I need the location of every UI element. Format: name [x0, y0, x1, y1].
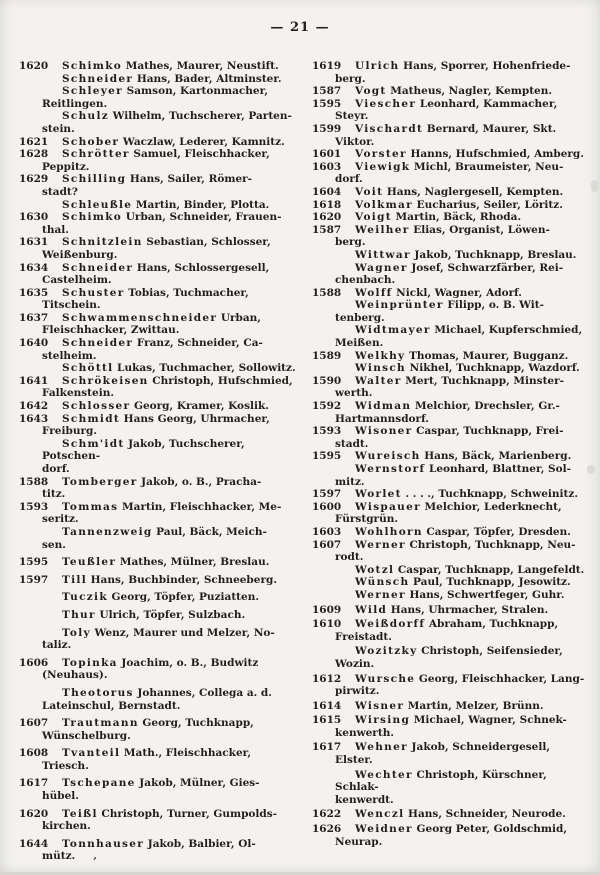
register-entry: [311, 501, 591, 526]
entry-surname: Schnitzlein: [62, 236, 143, 249]
entry-text: Werner Hans, Schwertfeger, Guhr.: [355, 588, 565, 601]
register-entry: [18, 375, 298, 400]
entry-text: Winsch Nikhel, Tuchknapp, Wazdorf.: [355, 362, 580, 375]
register-entry: [18, 574, 298, 587]
register-entry: [311, 576, 591, 589]
entry-year: 1590: [312, 374, 342, 387]
entry-surname: Voit: [355, 185, 384, 198]
register-entry: [311, 299, 591, 324]
entry-year: 1607: [312, 538, 342, 551]
register-entry: [311, 604, 591, 617]
entry-text: Vischardt Bernard, Maurer, Skt. Viktor.: [335, 122, 557, 148]
entry-year: 1588: [19, 475, 49, 488]
entry-surname: Wolff: [355, 286, 393, 299]
entry-text: Wotzl Caspar, Tuchknapp, Langefeldt.: [355, 563, 585, 576]
entry-surname: Schöttl: [62, 362, 114, 375]
entry-text: Wohlhorn Caspar, Töpfer, Dresden.: [355, 525, 571, 538]
entry-surname: Schuster: [62, 286, 125, 299]
register-entry: [18, 337, 298, 362]
entry-text: Volkmar Eucharius, Seiler, Löritz.: [355, 198, 563, 211]
register-entry: [18, 808, 298, 833]
entry-surname: Tannenzweig: [62, 525, 153, 538]
entry-surname: Ulrich: [355, 60, 400, 72]
scan-artifact-mark: ’: [93, 855, 97, 868]
entry-text: Wittwar Jakob, Tuchknapp, Breslau.: [355, 248, 577, 261]
entry-surname: Wehner: [355, 741, 408, 754]
register-entry: [311, 85, 591, 98]
entry-surname: Till: [62, 573, 87, 586]
register-entry: [311, 211, 591, 224]
entry-surname: Wotzl: [355, 563, 395, 576]
entry-year: 1628: [19, 148, 49, 161]
entry-year: 1619: [312, 60, 342, 72]
entry-text: Weinprünter Filipp, o. B. Wit- tenberg.: [335, 299, 544, 324]
entry-year: 1612: [312, 672, 342, 685]
entry-surname: Wursche: [355, 672, 416, 685]
entry-year: 1642: [19, 400, 49, 413]
entry-text: Widtmayer Michael, Kupferschmied, Meißen.: [335, 324, 583, 350]
entry-year: 1587: [312, 223, 342, 236]
entry-text: Schlosser Georg, Kramer, Koslik.: [62, 400, 269, 413]
entry-surname: Winsch: [355, 362, 406, 375]
entry-year: 1614: [312, 699, 342, 712]
column-right: [311, 60, 591, 863]
register-entry: [311, 714, 591, 739]
entry-year: 1640: [19, 337, 49, 350]
entry-text: Schneider Franz, Schneider, Ca- stelheim.: [42, 337, 263, 362]
entry-text: Toly Wenz, Maurer und Melzer, No- taliz.: [42, 626, 275, 652]
register-entry: [18, 400, 298, 413]
entry-text: Schimko Mathes, Maurer, Neustift.: [62, 60, 279, 72]
entry-text: Wolff Nickl, Wagner, Adorf.: [355, 286, 522, 299]
entry-surname: Weilher: [355, 223, 410, 236]
page-number: — 21 —: [270, 20, 330, 35]
entry-text: Voit Hans, Naglergesell, Kempten.: [355, 185, 564, 198]
register-entry: [311, 769, 591, 807]
entry-year: 1592: [312, 400, 342, 413]
entry-year: 1610: [312, 618, 342, 631]
register-entry: [18, 110, 298, 135]
entry-surname: Wureisch: [355, 450, 421, 463]
entry-surname: Thur: [62, 608, 96, 621]
entry-surname: Werner: [355, 538, 406, 551]
register-entry: [311, 673, 591, 698]
register-entry: [18, 236, 298, 261]
register-columns: [18, 60, 591, 863]
entry-text: Weidner Georg Peter, Goldschmid, Neurap.: [335, 823, 567, 848]
entry-text: Wernstorf Leonhard, Blattner, Sol- mitz.: [335, 463, 571, 488]
entry-year: 1629: [19, 173, 49, 186]
entry-text: Schleyer Samson, Kartonmacher, Reitlingen.: [42, 85, 269, 110]
entry-surname: Welkhy: [355, 349, 406, 362]
entry-text: Wünsch Paul, Tuchknapp, Jesowitz.: [355, 576, 571, 589]
entry-year: 1597: [312, 488, 342, 501]
register-entry: [311, 463, 591, 488]
entry-text: Wagner Josef, Schwarzfärber, Rei- chenbach.: [335, 261, 564, 287]
entry-year: 1618: [312, 198, 342, 211]
register-entry: [311, 645, 591, 670]
register-entry: [18, 591, 298, 604]
entry-surname: Wagner: [355, 261, 408, 274]
entry-surname: Topinka: [62, 656, 118, 669]
register-entry: [311, 741, 591, 766]
entry-surname: Theotorus: [62, 686, 134, 699]
entry-text: Welkhy Thomas, Maurer, Bugganz.: [355, 349, 569, 362]
entry-surname: Schleußle: [62, 198, 133, 211]
register-entry: [18, 476, 298, 501]
entry-text: Tschepane Jakob, Mülner, Gies- hübel.: [42, 777, 260, 803]
register-entry: [311, 564, 591, 577]
entry-surname: Schleyer: [62, 85, 123, 98]
entry-text: Schwammenschneider Urban, Fleischhacker, Zwittau.: [42, 311, 261, 337]
entry-surname: Schlosser: [62, 400, 131, 413]
entry-text: Schulz Wilhelm, Tuchscherer, Parten- stein.: [42, 110, 292, 135]
entry-surname: Teißl: [62, 807, 98, 820]
entry-text: Topinka Joachim, o. B., Budwitz (Neuhaus).: [42, 656, 259, 682]
entry-text: Schober Waczlaw, Lederer, Kamnitz.: [62, 135, 285, 148]
entry-surname: Trautmann: [62, 717, 139, 730]
register-entry: [18, 60, 298, 73]
entry-text: Wisoner Caspar, Tuchknapp, Frei- stadt.: [335, 425, 564, 450]
entry-text: Tuczik Georg, Töpfer, Puziatten.: [62, 591, 259, 604]
entry-surname: Wünsch: [355, 576, 410, 589]
register-entry: [18, 838, 298, 863]
entry-text: Schuster Tobias, Tuchmacher, Titschein.: [42, 286, 249, 312]
entry-surname: Weißdorff: [355, 618, 426, 631]
entry-text: Ulrich Hans, Sporrer, Hohenfriede- berg.: [335, 60, 571, 85]
register-entry: [311, 60, 591, 85]
entry-year: 1626: [312, 823, 342, 836]
register-entry: [311, 425, 591, 450]
register-entry: [311, 324, 591, 349]
entry-surname: Weinprünter: [355, 299, 444, 312]
entry-surname: Tonnhauser: [62, 837, 145, 850]
entry-year: 1631: [19, 236, 49, 249]
register-entry: [311, 450, 591, 463]
entry-text: Schm'idt Jakob, Tuchscherer, Potschen- dorf.: [42, 437, 245, 475]
entry-surname: Teußler: [62, 556, 117, 569]
entry-surname: Widtmayer: [355, 324, 431, 337]
entry-text: Viewigk Michl, Braumeister, Neu- dorf.: [335, 160, 564, 186]
entry-surname: Vischardt: [355, 122, 424, 135]
column-left: [18, 60, 298, 863]
entry-surname: Wispauer: [355, 500, 421, 513]
entry-year: 1603: [312, 160, 342, 173]
register-entry: [311, 98, 591, 123]
entry-surname: Worlet: [355, 488, 402, 501]
register-entry: [18, 777, 298, 802]
entry-year: 1595: [312, 97, 342, 110]
register-entry: [18, 627, 298, 652]
entry-text: Wozitzky Christoph, Seifensieder, Wozin.: [335, 645, 563, 670]
register-entry: [18, 199, 298, 212]
entry-surname: Wernstorf: [355, 463, 426, 475]
entry-text: Theotorus Johannes, Collega a. d. Lateinschul, Bernstadt.: [42, 686, 272, 712]
entry-year: 1644: [19, 837, 49, 850]
entry-year: 1615: [312, 714, 342, 727]
entry-text: Wursche Georg, Fleischhacker, Lang- pirwitz.: [335, 672, 585, 698]
entry-surname: Schimko: [62, 60, 123, 72]
register-entry: [18, 312, 298, 337]
entry-surname: Wechter: [355, 768, 413, 781]
entry-year: 1622: [312, 808, 342, 821]
entry-year: 1593: [19, 500, 49, 513]
entry-surname: Wittwar: [355, 248, 411, 261]
register-entry: [311, 539, 591, 564]
entry-surname: Wohlhorn: [355, 525, 423, 538]
entry-text: Viescher Leonhard, Kammacher, Steyr.: [335, 97, 558, 123]
entry-year: 1609: [312, 603, 342, 616]
register-entry: [18, 687, 298, 712]
entry-text: Werner Christoph, Tuchknapp, Neu- rodt.: [335, 538, 576, 564]
entry-surname: Schrötter: [62, 148, 130, 161]
entry-surname: Schneider: [62, 72, 134, 85]
entry-year: 1630: [19, 211, 49, 224]
entry-surname: Widman: [355, 400, 412, 413]
entry-text: Tonnhauser Jakob, Balbier, Ol- mütz.: [42, 837, 256, 863]
entry-surname: Voigt: [355, 211, 392, 224]
entry-year: 1641: [19, 374, 49, 387]
entry-text: Schrötter Samuel, Fleischhacker, Peppitz.: [42, 148, 270, 173]
entry-year: 1620: [312, 211, 342, 224]
entry-text: Weißdorff Abraham, Tuchknapp, Freistadt.: [335, 618, 559, 643]
entry-text: Walter Mert, Tuchknapp, Minster- werth.: [335, 374, 564, 400]
entry-year: 1606: [19, 656, 49, 669]
register-entry: [18, 85, 298, 110]
entry-surname: Schm'idt: [62, 437, 125, 450]
entry-surname: Vogt: [355, 85, 387, 98]
entry-surname: Viewigk: [355, 160, 411, 173]
entry-surname: Tommas: [62, 500, 119, 513]
entry-year: 1620: [19, 60, 49, 72]
entry-year: 1637: [19, 311, 49, 324]
entry-text: Wechter Christoph, Kürschner, Schlak- kenwerdt.: [335, 768, 547, 806]
register-entry: [18, 287, 298, 312]
register-entry: [18, 747, 298, 772]
entry-surname: Schilling: [62, 173, 127, 186]
register-entry: [18, 609, 298, 622]
register-entry: [18, 136, 298, 149]
entry-surname: Schneider: [62, 261, 134, 274]
entry-surname: Volkmar: [355, 198, 413, 211]
register-entry: [311, 350, 591, 363]
register-entry: [311, 123, 591, 148]
entry-year: 1600: [312, 500, 342, 513]
register-entry: [18, 438, 298, 476]
register-entry: [18, 501, 298, 526]
register-entry: [18, 717, 298, 742]
entry-surname: Schwammenschneider: [62, 311, 218, 324]
entry-surname: Schulz: [62, 110, 109, 123]
register-entry: [311, 249, 591, 262]
scan-artifact-smudge: [587, 465, 595, 474]
register-entry: [311, 618, 591, 643]
entry-text: Tannenzweig Paul, Bäck, Meich- sen.: [42, 525, 267, 551]
entry-text: Vorster Hanns, Hufschmied, Amberg.: [355, 148, 584, 161]
register-entry: [18, 556, 298, 569]
entry-text: Schneider Hans, Bader, Altminster.: [62, 72, 282, 85]
entry-text: Worlet . . . ., Tuchknapp, Schweinitz.: [355, 488, 578, 501]
entry-year: 1607: [19, 717, 49, 730]
entry-text: Wirsing Michael, Wagner, Schnek- kenwerth.: [335, 714, 567, 739]
register-entry: [311, 287, 591, 300]
register-entry: [18, 362, 298, 375]
register-entry: [311, 199, 591, 212]
entry-text: Schrökeisen Christoph, Hufschmied, Falkenstein.: [42, 374, 293, 400]
entry-year: 1620: [19, 807, 49, 820]
entry-text: Wisner Martin, Melzer, Brünn.: [355, 699, 544, 712]
entry-year: 1617: [312, 741, 342, 754]
entry-surname: Schmidt: [62, 412, 121, 425]
register-entry: [311, 362, 591, 375]
entry-year: 1595: [312, 450, 342, 463]
entry-text: Widman Melchior, Drechsler, Gr.- Hartmannsdorf.: [335, 400, 560, 425]
entry-text: Voigt Martin, Bäck, Rhoda.: [355, 211, 522, 224]
entry-surname: Vorster: [355, 148, 407, 161]
register-entry: [18, 526, 298, 551]
entry-surname: Wisner: [355, 699, 405, 712]
entry-year: 1608: [19, 747, 49, 760]
entry-year: 1634: [19, 261, 49, 274]
entry-surname: Wirsing: [355, 714, 411, 727]
entry-surname: Walter: [355, 374, 402, 387]
register-entry: [311, 823, 591, 848]
register-entry: [311, 262, 591, 287]
entry-year: 1604: [312, 185, 342, 198]
entry-surname: Werner: [355, 588, 406, 601]
register-entry: [18, 413, 298, 438]
entry-text: Wehner Jakob, Schneidergesell, Elster.: [335, 741, 550, 767]
entry-surname: Weidner: [355, 823, 413, 836]
entry-text: Schimko Urban, Schneider, Frauen- thal.: [42, 211, 282, 236]
entry-surname: Wozitzky: [355, 645, 418, 658]
entry-text: Teußler Mathes, Mülner, Breslau.: [62, 556, 270, 569]
entry-surname: Schneider: [62, 337, 134, 350]
entry-text: Schilling Hans, Sailer, Römer- stadt?: [42, 173, 253, 198]
entry-text: Wureisch Hans, Bäck, Marienberg.: [355, 450, 572, 463]
entry-text: Wenczl Hans, Schneider, Neurode.: [355, 808, 566, 821]
entry-year: 1603: [312, 525, 342, 538]
entry-text: Trautmann Georg, Tuchknapp, Wünschelburg.: [42, 717, 254, 742]
entry-year: 1617: [19, 777, 49, 790]
register-entry: [311, 589, 591, 602]
entry-surname: Viescher: [355, 97, 417, 110]
entry-year: 1597: [19, 573, 49, 586]
entry-text: Schöttl Lukas, Tuchmacher, Sollowitz.: [62, 362, 296, 375]
register-entry: [311, 375, 591, 400]
entry-year: 1621: [19, 135, 49, 148]
entry-surname: Wenczl: [355, 808, 405, 821]
entry-text: Teißl Christoph, Turner, Gumpolds- kirchen.: [42, 807, 278, 833]
entry-surname: Schimko: [62, 211, 123, 224]
entry-text: Schleußle Martin, Binder, Plotta.: [62, 198, 270, 211]
entry-year: 1601: [312, 148, 342, 161]
register-entry: [311, 488, 591, 501]
entry-text: Tomberger Jakob, o. B., Pracha- titz.: [42, 475, 262, 501]
register-entry: [18, 73, 298, 86]
register-entry: [18, 148, 298, 173]
register-entry: [311, 400, 591, 425]
entry-surname: Toly: [62, 626, 91, 639]
entry-surname: Schrökeisen: [62, 374, 149, 387]
entry-surname: Tomberger: [62, 475, 138, 488]
register-entry: [311, 148, 591, 161]
register-entry: [311, 161, 591, 186]
entry-text: Schnitzlein Sebastian, Schlosser, Weißenburg.: [42, 236, 271, 261]
entry-text: Schneider Hans, Schlossergesell, Castelheim.: [42, 261, 270, 287]
entry-surname: Wild: [355, 603, 388, 616]
scan-artifact-smudge: [591, 180, 598, 192]
entry-text: Till Hans, Buchbinder, Schneeberg.: [62, 573, 277, 586]
entry-year: 1643: [19, 412, 49, 425]
entry-year: 1635: [19, 286, 49, 299]
entry-surname: Schober: [62, 135, 120, 148]
entry-year: 1595: [19, 556, 49, 569]
entry-text: Weilher Elias, Organist, Löwen- berg.: [335, 223, 550, 249]
register-entry: [18, 173, 298, 198]
register-entry: [311, 224, 591, 249]
register-entry: [311, 808, 591, 821]
entry-text: Wild Hans, Uhrmacher, Stralen.: [355, 603, 549, 616]
entry-text: Schmidt Hans Georg, Uhrmacher, Freiburg.: [42, 412, 270, 438]
entry-text: Thur Ulrich, Töpfer, Sulzbach.: [62, 608, 246, 621]
register-entry: [18, 262, 298, 287]
entry-surname: Tschepane: [62, 777, 136, 790]
entry-text: Vogt Matheus, Nagler, Kempten.: [355, 85, 553, 98]
entry-year: 1593: [312, 425, 342, 438]
entry-year: 1599: [312, 122, 342, 135]
entry-text: Wispauer Melchior, Lederknecht, Fürstgrün.: [335, 500, 562, 526]
entry-year: 1587: [312, 85, 342, 98]
entry-text: Tvanteil Math., Fleischhacker, Triesch.: [42, 747, 252, 772]
register-entry: [311, 186, 591, 199]
register-entry: [311, 526, 591, 539]
entry-text: Tommas Martin, Fleischhacker, Me- seritz.: [42, 500, 282, 526]
register-entry: [18, 211, 298, 236]
entry-year: 1588: [312, 286, 342, 299]
register-entry: [18, 657, 298, 682]
entry-surname: Wisoner: [355, 425, 413, 438]
entry-surname: Tuczik: [62, 591, 108, 604]
entry-surname: Tvanteil: [62, 747, 121, 760]
register-entry: [311, 700, 591, 713]
entry-year: 1589: [312, 349, 342, 362]
